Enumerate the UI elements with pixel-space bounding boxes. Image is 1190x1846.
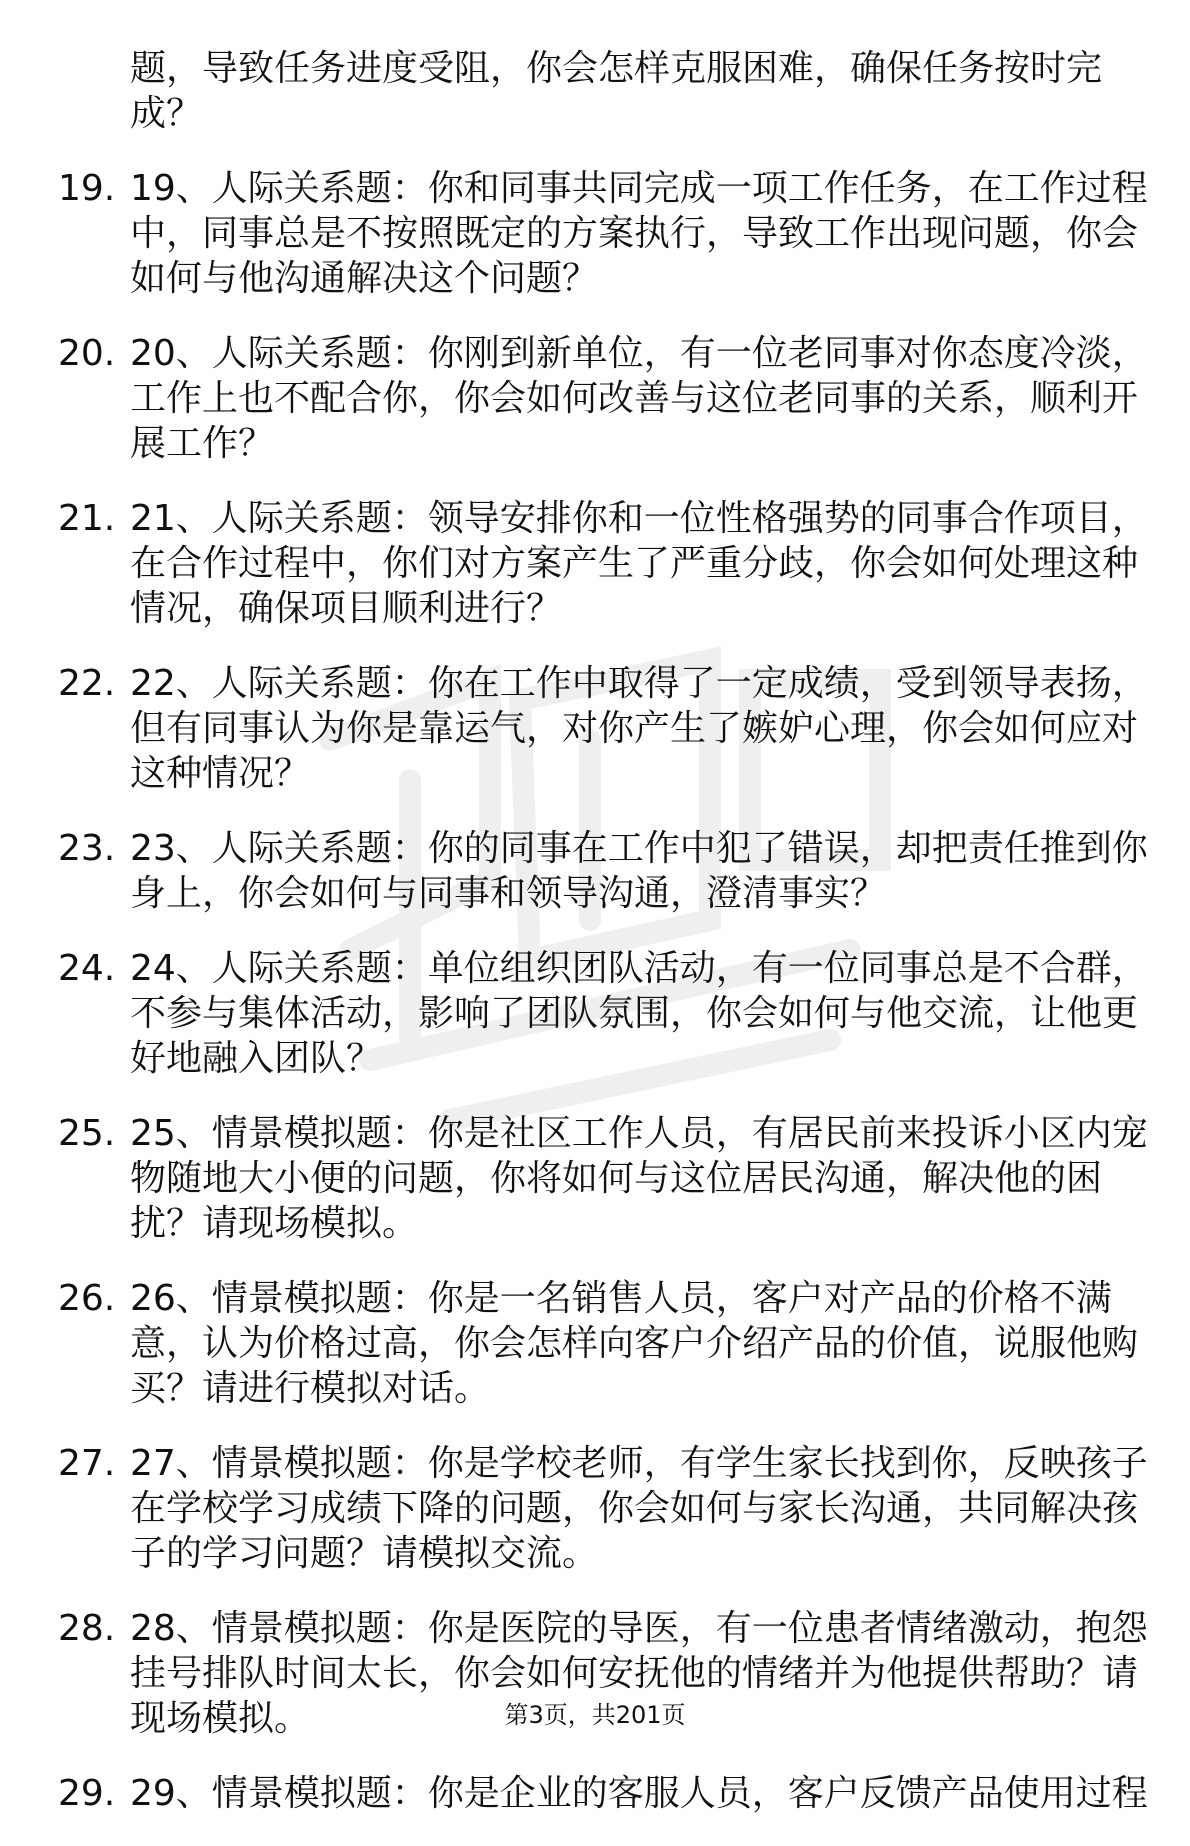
list-item bbox=[58, 661, 1148, 796]
item-number: 19. bbox=[58, 168, 116, 209]
item-text: 26、情景模拟题：你是一名销售人员，客户对产品的价格不满意，认为价格过高，你会怎样向客户介绍产品的价值，说服他购买？请进行模拟对话。 bbox=[130, 1278, 1139, 1409]
item-number: 24. bbox=[58, 948, 116, 989]
list-item bbox=[58, 1111, 1148, 1246]
item-text: 27、情景模拟题：你是学校老师，有学生家长找到你，反映孩子在学校学习成绩下降的问题，你会如何与家长沟通，共同解决孩子的学习问题？请模拟交流。 bbox=[130, 1443, 1148, 1574]
item-number: 26. bbox=[58, 1278, 116, 1319]
continuation-paragraph: 题，导致任务进度受阻，你会怎样克服困难，确保任务按时完成？ bbox=[130, 48, 1103, 134]
item-text: 21、人际关系题：领导安排你和一位性格强势的同事合作项目，在合作过程中，你们对方案产生了严重分歧，你会如何处理这种情况，确保项目顺利进行？ bbox=[130, 498, 1148, 629]
item-number: 22. bbox=[58, 663, 116, 704]
item-text: 23、人际关系题：你的同事在工作中犯了错误，却把责任推到你身上，你会如何与同事和领导沟通，澄清事实？ bbox=[130, 828, 1148, 914]
item-number: 29. bbox=[58, 1773, 116, 1814]
list-item bbox=[58, 1276, 1148, 1411]
item-number: 23. bbox=[58, 828, 116, 869]
list-item bbox=[58, 1771, 1148, 1816]
item-text: 19、人际关系题：你和同事共同完成一项工作任务，在工作过程中，同事总是不按照既定的方案执行，导致工作出现问题，你会如何与他沟通解决这个问题？ bbox=[130, 168, 1148, 299]
list-item bbox=[58, 946, 1148, 1081]
items-container bbox=[58, 166, 1148, 1816]
list-item bbox=[58, 331, 1148, 466]
item-number: 21. bbox=[58, 498, 116, 539]
list-item bbox=[58, 166, 1148, 301]
item-number: 27. bbox=[58, 1443, 116, 1484]
list-item bbox=[58, 826, 1148, 916]
item-text: 24、人际关系题：单位组织团队活动，有一位同事总是不合群，不参与集体活动，影响了团队氛围，你会如何与他交流，让他更好地融入团队？ bbox=[130, 948, 1148, 1079]
question-list bbox=[58, 46, 1148, 1846]
page-footer: 第3页，共201页 bbox=[504, 1701, 686, 1729]
item-text: 25、情景模拟题：你是社区工作人员，有居民前来投诉小区内宠物随地大小便的问题，你将如何与这位居民沟通，解决他的困扰？请现场模拟。 bbox=[130, 1113, 1148, 1244]
list-item bbox=[58, 496, 1148, 631]
item-text: 28、情景模拟题：你是医院的导医，有一位患者情绪激动，抱怨挂号排队时间太长，你会如何安抚他的情绪并为他提供帮助？请现场模拟。 bbox=[130, 1608, 1148, 1739]
item-text: 20、人际关系题：你刚到新单位，有一位老同事对你态度冷淡，工作上也不配合你，你会如何改善与这位老同事的关系，顺利开展工作？ bbox=[130, 333, 1148, 464]
item-text: 29、情景模拟题：你是企业的客服人员，客户反馈产品使用过程 bbox=[130, 1773, 1148, 1814]
item-number: 28. bbox=[58, 1608, 116, 1649]
item-number: 25. bbox=[58, 1113, 116, 1154]
list-item bbox=[58, 1441, 1148, 1576]
item-number: 20. bbox=[58, 333, 116, 374]
item-text: 22、人际关系题：你在工作中取得了一定成绩，受到领导表扬，但有同事认为你是靠运气，对你产生了嫉妒心理，你会如何应对这种情况？ bbox=[130, 663, 1148, 794]
